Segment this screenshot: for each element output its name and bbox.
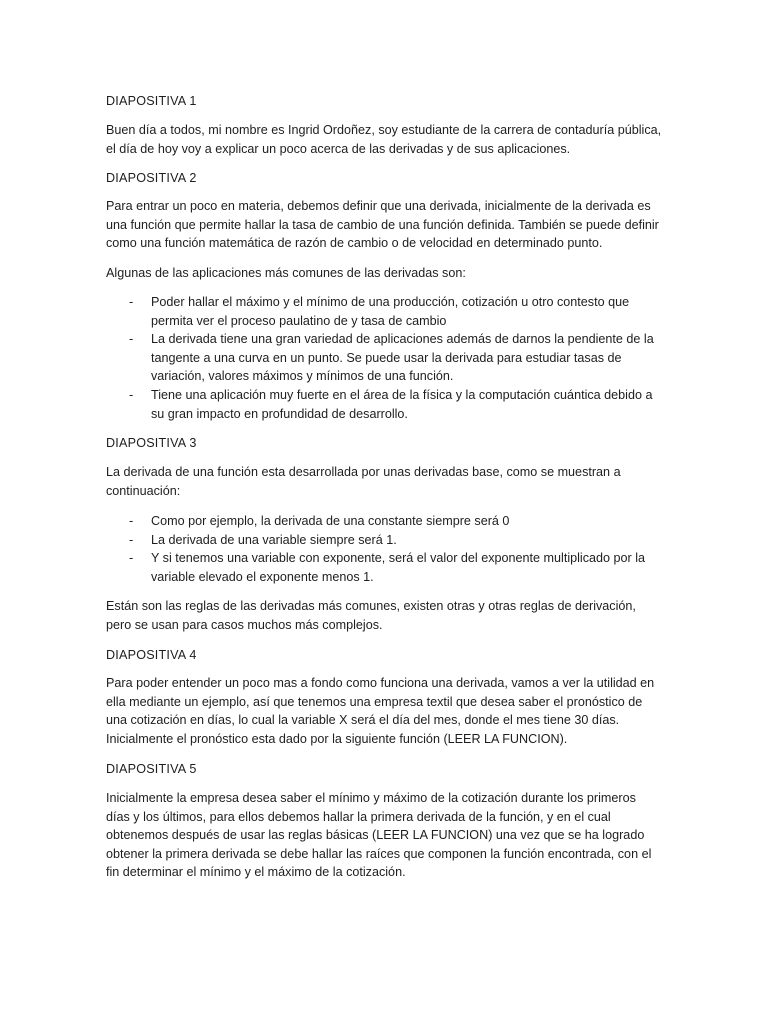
list-dash: - xyxy=(129,514,134,528)
slide-3-rules-list xyxy=(106,512,662,586)
slide-1-paragraph: Buen día a todos, mi nombre es Ingrid Ordoñez, soy estudiante de la carrera de contaduría pública, el día de hoy voy a explicar un poco acerca de las derivadas y de sus aplicaciones. xyxy=(106,123,662,156)
list-item-text: Tiene una aplicación muy fuerte en el área de la física y la computación cuántica debido a su gran impacto en profundidad de desarrollo. xyxy=(151,387,653,421)
list-item-text: Como por ejemplo, la derivada de una constante siempre será 0 xyxy=(151,514,510,528)
list-item xyxy=(106,330,662,386)
list-item-text: Poder hallar el máximo y el mínimo de una producción, cotización u otro contesto que permita ver el proceso paulatino de y tasa de cambio xyxy=(151,295,630,328)
list-dash: - xyxy=(129,387,134,402)
slide-2-paragraph-1: Para entrar un poco en materia, debemos definir que una derivada, inicialmente de la derivada es una función que permite hallar la tasa de cambio de una función definida. También se puede definir como una función matemática de razón de cambio o de velocidad en determinado punto. xyxy=(106,199,659,251)
slide-2-heading: DIAPOSITIVA 2 xyxy=(106,171,197,185)
list-dash: - xyxy=(129,332,134,347)
list-item-text: La derivada de una variable siempre será 1. xyxy=(151,532,397,547)
slide-5-paragraph: Inicialmente la empresa desea saber el mínimo y máximo de la cotización durante los primeros días y los últimos, para ellos debemos hallar la primera derivada de la función, y en el cual obtenemos después de usar las reglas básicas (LEER LA FUNCION) una vez que se ha logrado obtener la primera derivada se debe hallar las raíces que componen la función encontrada, con el fin determinar el mínimo y el máximo de la cotización. xyxy=(106,791,652,880)
list-item-text: La derivada tiene una gran variedad de aplicaciones además de darnos la pendiente de la tangente a una curva en un punto. Se puede usar la derivada para estudiar tasas de variación, valores máximos y mínimos de una función. xyxy=(151,332,654,384)
slide-4-paragraph: Para poder entender un poco mas a fondo como funciona una derivada, vamos a ver la utilidad en ella mediante un ejemplo, así que tenemos una empresa textil que desea saber el pronóstico de una cotización en días, lo cual la variable X será el día del mes, donde el mes tiene 30 días. Inicialmente el pronóstico esta dado por la siguiente función (LEER LA FUNCION). xyxy=(106,676,655,746)
list-item xyxy=(106,512,662,531)
list-item xyxy=(106,531,662,550)
slide-1-heading: DIAPOSITIVA 1 xyxy=(106,94,197,108)
list-dash: - xyxy=(129,532,134,547)
list-item xyxy=(106,549,662,586)
slide-2-paragraph-2: Algunas de las aplicaciones más comunes de las derivadas son: xyxy=(106,266,466,280)
list-dash: - xyxy=(129,295,134,309)
slide-5-heading: DIAPOSITIVA 5 xyxy=(106,762,197,776)
list-dash: - xyxy=(129,551,134,566)
slide-3-closing-paragraph: Están son las reglas de las derivadas más comunes, existen otras y otras reglas de derivación, pero se usan para casos muchos más complejos. xyxy=(106,599,636,632)
list-item xyxy=(106,293,662,330)
list-item xyxy=(106,386,662,423)
slide-3-heading: DIAPOSITIVA 3 xyxy=(106,436,197,450)
slide-4-heading: DIAPOSITIVA 4 xyxy=(106,648,197,662)
slide-3-paragraph: La derivada de una función esta desarrollada por unas derivadas base, como se muestran a continuación: xyxy=(106,465,621,498)
list-item-text: Y si tenemos una variable con exponente, será el valor del exponente multiplicado por la variable elevado el exponente menos 1. xyxy=(151,551,646,584)
slide-2-applications-list xyxy=(106,293,662,423)
